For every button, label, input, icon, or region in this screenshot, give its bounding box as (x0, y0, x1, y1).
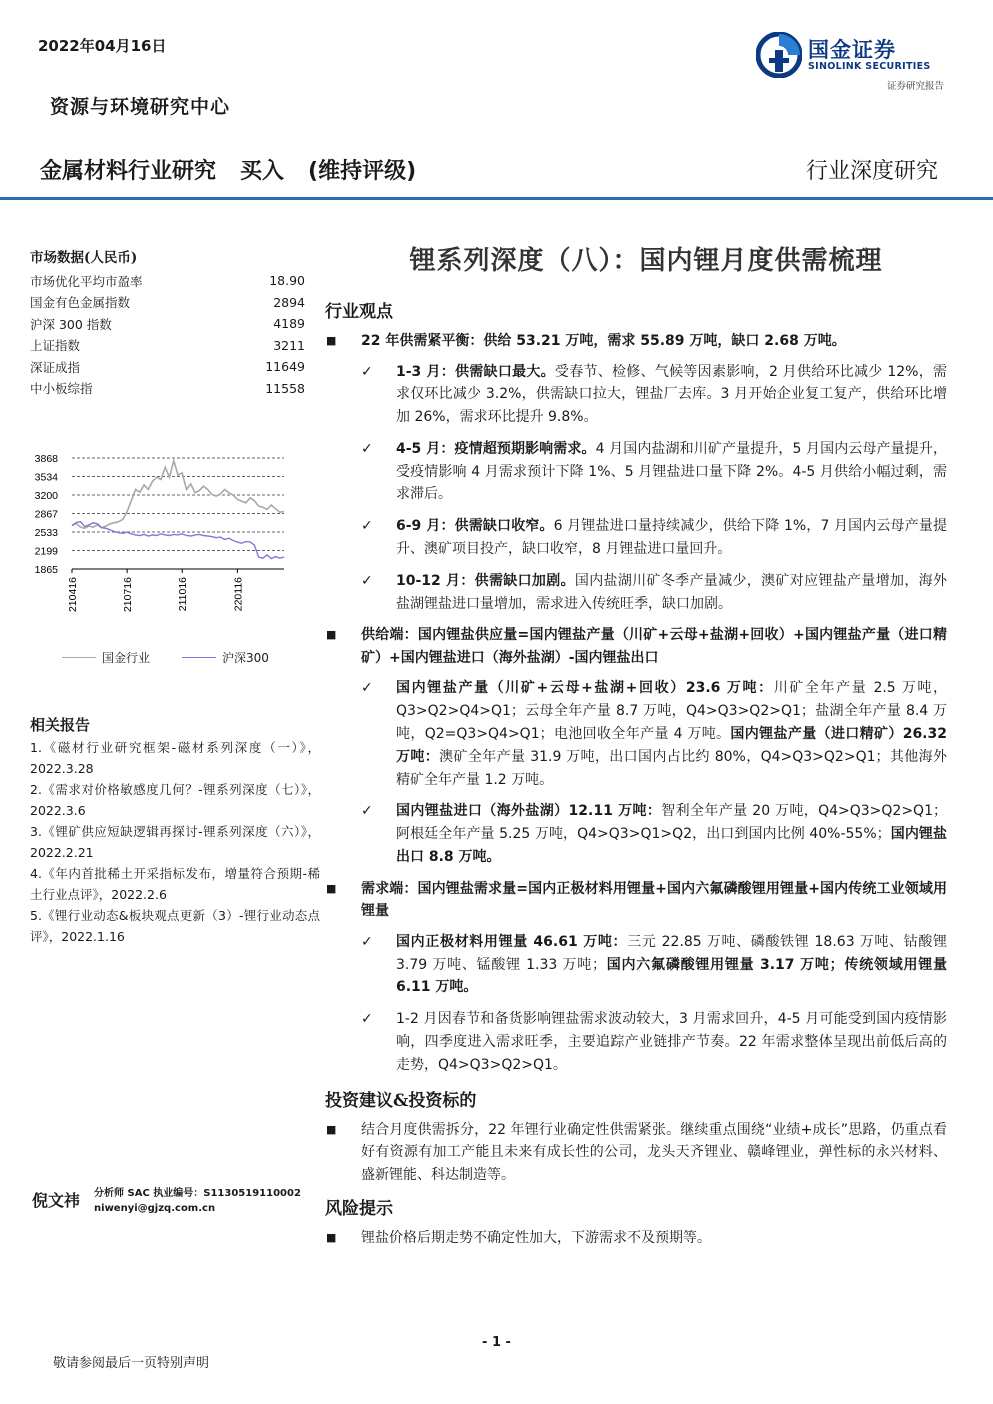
check-item-q1 (325, 361, 947, 429)
check-text: 4 月国内盐湖和川矿产量提升，5 月国内云母产量提升，受疫情影响 4 月需求预计下降 1%、5 月锂盐进口量下降 2%。4-5 月供给小幅过剩，需求滞后。 (396, 440, 948, 503)
check-item-oct-dec (325, 570, 947, 616)
check-heading-2: 国内锂盐产量（进口精矿）26.32 万吨： (396, 726, 947, 765)
report-date: 2022年04月16日 (38, 37, 167, 55)
x-tick-label: 211016 (177, 577, 190, 612)
check-text: 川矿全年产量 2.5 万吨，Q3>Q2>Q4>Q1；云母全年产量 8.7 万吨，Q4>Q3>Q2>Q1；盐湖全年产量 8.4 万吨，Q2=Q3>Q4>Q1；电池回收全年产量 4 万吨。 (396, 680, 947, 743)
legend-label-industry: 国金行业 (102, 651, 151, 665)
market-row (30, 313, 317, 335)
check-icon: ✓ (361, 518, 373, 535)
x-tick-label: 220116 (232, 577, 245, 612)
check-icon: ✓ (361, 572, 373, 589)
market-row (30, 270, 317, 292)
check-item-jun-sep (325, 515, 947, 561)
market-row (30, 378, 317, 400)
document-title: 锂系列深度（八）：国内锂月度供需梳理 (409, 246, 883, 276)
market-row (30, 292, 317, 314)
market-label: 深证成指 (30, 359, 81, 375)
check-text: 6 月锂盐进口量持续减少，供给下降 1%，7 月国内云母产量提升、澳矿项目投产，缺口收窄，8 月锂盐进口量回升。 (396, 518, 947, 558)
analyst-cert: 分析师 SAC 执业编号：S1130519110002 (94, 1188, 301, 1199)
check-icon: ✓ (361, 440, 373, 457)
legend-label-csi300: 沪深300 (222, 651, 269, 665)
related-report-item: 1.《磁材行业研究框架-磁材系列深度（一）》，2022.3.28 (30, 740, 320, 776)
logo-chinese-name: 国金证券 (808, 38, 896, 62)
check-heading: 国内锂盐进口（海外盐湖）12.11 万吨： (396, 803, 662, 820)
header-divider (0, 197, 993, 200)
analyst-block (32, 1186, 301, 1216)
x-tick-label: 210716 (122, 577, 135, 613)
market-label: 中小板综指 (30, 381, 93, 397)
check-heading-2: 国内锂盐出口 8.8 万吨。 (396, 826, 947, 866)
y-tick-label: 2867 (34, 508, 58, 521)
market-label: 沪深 300 指数 (30, 316, 112, 332)
check-icon: ✓ (361, 1011, 373, 1028)
market-value: 18.90 (269, 273, 305, 289)
y-tick-label: 3200 (34, 490, 58, 503)
check-heading: 国内正极材料用锂量 46.61 万吨： (396, 933, 628, 950)
report-type: 行业深度研究 (805, 159, 938, 184)
check-heading: 1-3 月：供需缺口最大。 (396, 363, 555, 380)
bullet-balance: ■ 22 年供需紧平衡：供给 53.21 万吨，需求 55.89 万吨，缺口 2.68 万吨。 (325, 330, 947, 353)
related-report-item: 4.《年内首批稀土开采指标发布，增量符合预期-稀土行业点评》，2022.2.6 (30, 866, 320, 902)
check-heading: 10-12 月：供需缺口加剧。 (396, 572, 575, 589)
rating-value: 买入 (240, 159, 285, 184)
check-icon: ✓ (361, 363, 373, 380)
rating-line (40, 154, 440, 185)
check-text: 受春节、检修、气候等因素影响，2 月供给环比减少 12%，需求仅环比减少 3.2%，供需缺口拉大，锂盐厂去库。3 月开始企业复工复产，供给环比增加 26%，需求环比提升 9.8%。 (396, 363, 947, 426)
market-data-title: 市场数据(人民币) (30, 250, 138, 266)
series-line-industry (72, 461, 284, 529)
related-report-item: 2.《需求对价格敏感度几何？-锂系列深度（七）》，2022.3.6 (30, 782, 320, 818)
market-row (30, 335, 317, 357)
section-heading-investment: 投资建议&投资标的 (325, 1090, 477, 1111)
check-heading: 6-9 月：供需缺口收窄。 (396, 518, 554, 535)
y-tick-label: 1865 (34, 564, 58, 576)
market-value: 3211 (273, 337, 305, 353)
bullet-supply: ■ 供给端：国内锂盐供应量=国内锂盐产量（川矿+云母+盐湖+回收）+国内锂盐产量（进口精矿）+国内锂盐进口（海外盐湖）-国内锂盐出口 (325, 624, 947, 669)
market-value: 11558 (265, 380, 305, 396)
section-heading-view: 行业观点 (325, 302, 393, 322)
x-tick-label: 210416 (67, 577, 79, 613)
check-item-domestic-output (325, 677, 947, 791)
legend-line-csi300 (182, 657, 216, 658)
check-text: 1-2 月因春节和备货影响锂盐需求波动较大，3 月需求回升，4-5 月可能受到国内疫情影响，四季度进入需求旺季，主要追踪产业链排产节奏。22 年需求整体呈现出前低后高的走势，Q4>Q3>Q2>Q1。 (396, 1011, 947, 1073)
check-item-demand-trend (325, 1008, 947, 1076)
check-item-cathode (325, 931, 947, 999)
related-reports-list (30, 737, 320, 947)
logo-subtitle: 证券研究报告 (886, 81, 944, 92)
y-tick-label: 3868 (34, 453, 58, 465)
footer-note: 敬请参阅最后一页特别声明 (53, 1356, 210, 1371)
check-icon: ✓ (361, 680, 373, 697)
company-logo (756, 30, 946, 92)
check-heading: 4-5 月：疫情超预期影响需求。 (396, 440, 596, 457)
check-item-apr-may (325, 438, 947, 506)
rating-note: (维持评级) (308, 159, 417, 184)
check-heading: 国内锂盐产量（川矿+云母+盐湖+回收）23.6 万吨： (396, 680, 774, 697)
page-number: - 1 - (482, 1335, 511, 1350)
market-label: 上证指数 (30, 338, 81, 354)
y-tick-label: 2533 (34, 526, 58, 539)
analyst-info (94, 1186, 301, 1216)
market-value: 4189 (273, 316, 305, 332)
chart-legend (62, 649, 269, 666)
main-content (325, 240, 947, 1258)
analyst-name: 倪文祎 (32, 1191, 81, 1210)
industry-name: 金属材料行业研究 (40, 159, 217, 184)
check-icon: ✓ (361, 933, 373, 950)
check-heading-2: 国内六氟磷酸锂用锂量 3.17 万吨；传统领域用锂量 6.11 万吨。 (396, 956, 947, 996)
related-report-item: 5.《锂行业动态&板块观点更新（3）-锂行业动态点评》，2022.1.16 (30, 908, 320, 944)
check-text: 国内盐湖川矿冬季产量减少，澳矿对应锂盐产量增加，海外盐湖锂盐进口量增加，需求进入传统旺季，缺口加剧。 (396, 572, 947, 612)
market-value: 2894 (273, 294, 305, 310)
y-tick-label: 3534 (34, 471, 58, 484)
bullet-risk: ■ 锂盐价格后期走势不确定性加大，下游需求不及预期等。 (325, 1227, 947, 1250)
legend-line-industry (62, 657, 96, 658)
logo-english-name: SINOLINK SECURITIES (808, 61, 931, 72)
bullet-investment: ■ 结合月度供需拆分，22 年锂行业确定性供需紧张。继续重点围绕“业绩+成长”思路，仍重点看好有资源有加工产能且未来有成长性的公司，龙头天齐锂业、赣峰锂业，弹性标的永兴材料、盛新锂能、科达制造等。 (325, 1119, 947, 1187)
related-report-item: 3.《锂矿供应短缺逻辑再探讨-锂系列深度（六）》，2022.2.21 (30, 824, 320, 860)
analyst-email: niwenyi@gjzq.com.cn (94, 1203, 216, 1214)
market-label: 国金有色金属指数 (30, 295, 131, 311)
logo-mark-icon (756, 32, 802, 78)
market-data-panel (30, 246, 317, 399)
section-heading-risk: 风险提示 (325, 1199, 393, 1220)
related-reports-title: 相关报告 (30, 716, 91, 734)
check-text: 三元 22.85 万吨、磷酸铁锂 18.63 万吨、钴酸锂 3.79 万吨、锰酸锂 1.33 万吨； (396, 933, 947, 973)
check-text-2: 澳矿全年产量 31.9 万吨，出口国内占比约 80%，Q4>Q3>Q2>Q1；其他海外精矿全年产量 1.2 万吨。 (396, 748, 947, 788)
check-item-imports (325, 800, 947, 868)
y-tick-label: 2199 (34, 545, 58, 558)
market-value: 11649 (265, 359, 305, 375)
bullet-demand: ■ 需求端：国内锂盐需求量=国内正极材料用锂量+国内六氟磷酸锂用锂量+国内传统工业领域用锂量 (325, 878, 947, 923)
check-icon: ✓ (361, 803, 373, 820)
index-chart-svg (28, 448, 290, 628)
check-text: 智利全年产量 20 万吨，Q4>Q3>Q2>Q1；阿根廷全年产量 5.25 万吨，Q4>Q3>Q1>Q2，出口到国内比例 40%-55%； (396, 803, 947, 843)
market-label: 市场优化平均市盈率 (30, 273, 143, 289)
market-row (30, 356, 317, 378)
index-chart (28, 448, 290, 628)
research-center: 资源与环境研究中心 (50, 96, 231, 118)
